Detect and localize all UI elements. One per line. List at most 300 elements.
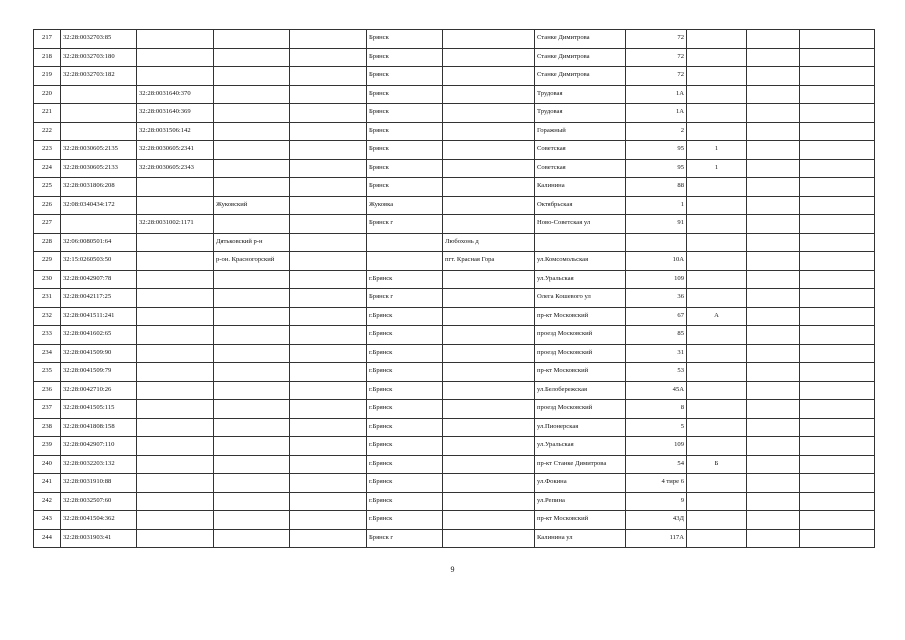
row-number-cell: 219 [34, 67, 61, 86]
city-cell: Брянск [367, 159, 443, 178]
locality-cell [443, 178, 535, 197]
empty-cell [290, 307, 367, 326]
locality-cell [443, 418, 535, 437]
city-cell: г.Брянск [367, 511, 443, 530]
city-cell: г.Брянск [367, 437, 443, 456]
cadastral-number-cell: 32:08:0340434:172 [61, 196, 137, 215]
house-number-cell: 95 [626, 159, 687, 178]
empty-cell [800, 529, 875, 548]
empty-cell [290, 326, 367, 345]
empty-cell [800, 344, 875, 363]
empty-cell [747, 363, 800, 382]
empty-cell [290, 141, 367, 160]
street-cell: Олега Кошевого ул [535, 289, 626, 308]
district-cell [214, 363, 290, 382]
row-number-cell: 243 [34, 511, 61, 530]
related-cadastral-number-cell [137, 67, 214, 86]
cadastral-number-cell [61, 85, 137, 104]
locality-cell [443, 141, 535, 160]
row-number-cell: 230 [34, 270, 61, 289]
locality-cell: пгт. Красная Гора [443, 252, 535, 271]
street-cell: Ново-Советская ул [535, 215, 626, 234]
city-cell: г.Брянск [367, 400, 443, 419]
empty-cell [290, 455, 367, 474]
locality-cell [443, 104, 535, 123]
empty-cell [290, 270, 367, 289]
street-cell: Станке Димитрова [535, 67, 626, 86]
district-cell [214, 307, 290, 326]
building-cell [687, 48, 747, 67]
district-cell [214, 529, 290, 548]
empty-cell [290, 289, 367, 308]
empty-cell [800, 492, 875, 511]
district-cell [214, 437, 290, 456]
district-cell [214, 67, 290, 86]
locality-cell [443, 437, 535, 456]
table-row [34, 85, 875, 104]
table-row [34, 215, 875, 234]
related-cadastral-number-cell [137, 48, 214, 67]
district-cell [214, 326, 290, 345]
empty-cell [800, 326, 875, 345]
related-cadastral-number-cell: 32:28:0030605:2341 [137, 141, 214, 160]
empty-cell [747, 104, 800, 123]
row-number-cell: 232 [34, 307, 61, 326]
locality-cell [443, 307, 535, 326]
row-number-cell: 237 [34, 400, 61, 419]
building-cell [687, 474, 747, 493]
house-number-cell: 45А [626, 381, 687, 400]
locality-cell [443, 85, 535, 104]
district-cell [214, 381, 290, 400]
empty-cell [290, 30, 367, 49]
building-cell: 1 [687, 141, 747, 160]
empty-cell [800, 215, 875, 234]
locality-cell [443, 159, 535, 178]
city-cell: Брянск [367, 122, 443, 141]
empty-cell [800, 104, 875, 123]
table-row [34, 437, 875, 456]
house-number-cell: 31 [626, 344, 687, 363]
cadastral-number-cell: 32:28:0041504:362 [61, 511, 137, 530]
city-cell: г.Брянск [367, 455, 443, 474]
table-row [34, 492, 875, 511]
table-row [34, 67, 875, 86]
empty-cell [800, 196, 875, 215]
related-cadastral-number-cell [137, 270, 214, 289]
street-cell: Советская [535, 159, 626, 178]
empty-cell [800, 270, 875, 289]
empty-cell [747, 529, 800, 548]
empty-cell [747, 270, 800, 289]
empty-cell [800, 67, 875, 86]
row-number-cell: 235 [34, 363, 61, 382]
house-number-cell: 85 [626, 326, 687, 345]
house-number-cell: 2 [626, 122, 687, 141]
table-row [34, 529, 875, 548]
empty-cell [800, 252, 875, 271]
street-cell: ул.Фокина [535, 474, 626, 493]
cadastral-number-cell: 32:28:0032507:60 [61, 492, 137, 511]
empty-cell [290, 67, 367, 86]
empty-cell [747, 289, 800, 308]
related-cadastral-number-cell [137, 400, 214, 419]
empty-cell [290, 418, 367, 437]
cadastral-number-cell: 32:28:0041505:115 [61, 400, 137, 419]
empty-cell [290, 363, 367, 382]
street-cell: пр-кт Станке Димитрова [535, 455, 626, 474]
table-row [34, 159, 875, 178]
locality-cell [443, 67, 535, 86]
empty-cell [290, 492, 367, 511]
empty-cell [747, 400, 800, 419]
row-number-cell: 234 [34, 344, 61, 363]
empty-cell [747, 233, 800, 252]
empty-cell [800, 289, 875, 308]
empty-cell [800, 307, 875, 326]
row-number-cell: 227 [34, 215, 61, 234]
house-number-cell: 1А [626, 104, 687, 123]
building-cell [687, 178, 747, 197]
city-cell: Брянск [367, 85, 443, 104]
locality-cell [443, 122, 535, 141]
row-number-cell: 220 [34, 85, 61, 104]
building-cell [687, 85, 747, 104]
city-cell: Брянск г [367, 289, 443, 308]
house-number-cell: 10А [626, 252, 687, 271]
cadastral-number-cell: 32:28:0032703:85 [61, 30, 137, 49]
building-cell: Б [687, 455, 747, 474]
cadastral-number-cell: 32:28:0032703:180 [61, 48, 137, 67]
district-cell [214, 400, 290, 419]
empty-cell [747, 30, 800, 49]
house-number-cell: 8 [626, 400, 687, 419]
related-cadastral-number-cell [137, 418, 214, 437]
empty-cell [747, 437, 800, 456]
house-number-cell: 1 [626, 196, 687, 215]
empty-cell [290, 437, 367, 456]
district-cell: Дятьковский р-н [214, 233, 290, 252]
street-cell: Станке Димитрова [535, 30, 626, 49]
property-registry-table [33, 29, 875, 548]
building-cell [687, 104, 747, 123]
empty-cell [747, 381, 800, 400]
building-cell [687, 196, 747, 215]
empty-cell [290, 381, 367, 400]
empty-cell [290, 400, 367, 419]
cadastral-number-cell: 32:28:0032203:132 [61, 455, 137, 474]
empty-cell [747, 48, 800, 67]
district-cell [214, 215, 290, 234]
district-cell [214, 48, 290, 67]
empty-cell [800, 233, 875, 252]
street-cell: пр-кт Московский [535, 363, 626, 382]
building-cell [687, 270, 747, 289]
cadastral-number-cell: 32:28:0042117:25 [61, 289, 137, 308]
empty-cell [747, 252, 800, 271]
building-cell: 1 [687, 159, 747, 178]
row-number-cell: 229 [34, 252, 61, 271]
related-cadastral-number-cell [137, 196, 214, 215]
district-cell [214, 159, 290, 178]
district-cell: Жуковский [214, 196, 290, 215]
house-number-cell: 95 [626, 141, 687, 160]
table-row [34, 381, 875, 400]
house-number-cell: 91 [626, 215, 687, 234]
house-number-cell: 5 [626, 418, 687, 437]
row-number-cell: 241 [34, 474, 61, 493]
cadastral-number-cell: 32:28:0041808:158 [61, 418, 137, 437]
locality-cell: Любохонь д [443, 233, 535, 252]
related-cadastral-number-cell: 32:28:0031640:370 [137, 85, 214, 104]
house-number-cell: 117А [626, 529, 687, 548]
empty-cell [290, 159, 367, 178]
empty-cell [747, 455, 800, 474]
cadastral-number-cell: 32:28:0031910:88 [61, 474, 137, 493]
building-cell [687, 437, 747, 456]
empty-cell [800, 141, 875, 160]
building-cell [687, 492, 747, 511]
district-cell [214, 85, 290, 104]
city-cell: Брянск [367, 104, 443, 123]
street-cell: ул.Уральская [535, 270, 626, 289]
house-number-cell: 43Д [626, 511, 687, 530]
city-cell: Брянск [367, 178, 443, 197]
locality-cell [443, 270, 535, 289]
locality-cell [443, 529, 535, 548]
empty-cell [800, 418, 875, 437]
street-cell: ул.Белобережская [535, 381, 626, 400]
table-row [34, 233, 875, 252]
street-cell [535, 233, 626, 252]
empty-cell [290, 511, 367, 530]
table-row [34, 196, 875, 215]
table-row [34, 122, 875, 141]
building-cell [687, 122, 747, 141]
street-cell: проезд Московский [535, 344, 626, 363]
city-cell: Жуковка [367, 196, 443, 215]
empty-cell [290, 178, 367, 197]
empty-cell [747, 307, 800, 326]
row-number-cell: 239 [34, 437, 61, 456]
street-cell: Трудовая [535, 85, 626, 104]
building-cell [687, 344, 747, 363]
empty-cell [800, 400, 875, 419]
empty-cell [747, 474, 800, 493]
empty-cell [747, 492, 800, 511]
empty-cell [290, 215, 367, 234]
related-cadastral-number-cell [137, 289, 214, 308]
empty-cell [800, 474, 875, 493]
row-number-cell: 222 [34, 122, 61, 141]
empty-cell [800, 122, 875, 141]
cadastral-number-cell: 32:28:0041509:90 [61, 344, 137, 363]
house-number-cell: 109 [626, 270, 687, 289]
locality-cell [443, 381, 535, 400]
related-cadastral-number-cell [137, 252, 214, 271]
city-cell [367, 252, 443, 271]
related-cadastral-number-cell [137, 529, 214, 548]
cadastral-number-cell: 32:28:0032703:182 [61, 67, 137, 86]
district-cell [214, 178, 290, 197]
street-cell: Калинина [535, 178, 626, 197]
city-cell: Брянск [367, 48, 443, 67]
locality-cell [443, 30, 535, 49]
city-cell: г.Брянск [367, 307, 443, 326]
empty-cell [747, 122, 800, 141]
related-cadastral-number-cell [137, 178, 214, 197]
city-cell: Брянск г [367, 215, 443, 234]
street-cell: Станке Димитрова [535, 48, 626, 67]
city-cell: г.Брянск [367, 418, 443, 437]
house-number-cell: 9 [626, 492, 687, 511]
empty-cell [800, 437, 875, 456]
district-cell [214, 30, 290, 49]
empty-cell [800, 511, 875, 530]
house-number-cell: 53 [626, 363, 687, 382]
district-cell: р-он. Красногорский [214, 252, 290, 271]
empty-cell [800, 381, 875, 400]
street-cell: ул.Пионерская [535, 418, 626, 437]
row-number-cell: 231 [34, 289, 61, 308]
district-cell [214, 289, 290, 308]
street-cell: Октябрьская [535, 196, 626, 215]
locality-cell [443, 289, 535, 308]
row-number-cell: 226 [34, 196, 61, 215]
cadastral-number-cell: 32:28:0031806:208 [61, 178, 137, 197]
building-cell: А [687, 307, 747, 326]
row-number-cell: 236 [34, 381, 61, 400]
empty-cell [290, 104, 367, 123]
district-cell [214, 492, 290, 511]
row-number-cell: 238 [34, 418, 61, 437]
cadastral-number-cell: 32:28:0041509:79 [61, 363, 137, 382]
city-cell: Брянск [367, 141, 443, 160]
table-row [34, 141, 875, 160]
cadastral-number-cell: 32:15:0260503:50 [61, 252, 137, 271]
street-cell: Калинина ул [535, 529, 626, 548]
cadastral-number-cell: 32:28:0042710:26 [61, 381, 137, 400]
table-row [34, 48, 875, 67]
table-row [34, 307, 875, 326]
related-cadastral-number-cell: 32:28:0031640:369 [137, 104, 214, 123]
empty-cell [800, 30, 875, 49]
city-cell: г.Брянск [367, 381, 443, 400]
building-cell [687, 326, 747, 345]
street-cell: пр-кт Московский [535, 511, 626, 530]
registry-table-body [34, 30, 875, 548]
locality-cell [443, 215, 535, 234]
row-number-cell: 242 [34, 492, 61, 511]
row-number-cell: 224 [34, 159, 61, 178]
city-cell: г.Брянск [367, 474, 443, 493]
street-cell: Советская [535, 141, 626, 160]
table-row [34, 511, 875, 530]
related-cadastral-number-cell [137, 344, 214, 363]
empty-cell [800, 159, 875, 178]
street-cell: ул.Репина [535, 492, 626, 511]
locality-cell [443, 48, 535, 67]
cadastral-number-cell [61, 104, 137, 123]
district-cell [214, 418, 290, 437]
table-row [34, 252, 875, 271]
row-number-cell: 233 [34, 326, 61, 345]
city-cell: г.Брянск [367, 270, 443, 289]
empty-cell [290, 474, 367, 493]
locality-cell [443, 511, 535, 530]
street-cell: ул.Уральская [535, 437, 626, 456]
house-number-cell: 36 [626, 289, 687, 308]
empty-cell [290, 122, 367, 141]
empty-cell [290, 196, 367, 215]
table-row [34, 104, 875, 123]
row-number-cell: 244 [34, 529, 61, 548]
city-cell [367, 233, 443, 252]
empty-cell [747, 326, 800, 345]
street-cell: пр-кт Московский [535, 307, 626, 326]
district-cell [214, 344, 290, 363]
house-number-cell: 4 тире 6 [626, 474, 687, 493]
empty-cell [290, 233, 367, 252]
related-cadastral-number-cell [137, 363, 214, 382]
house-number-cell: 109 [626, 437, 687, 456]
empty-cell [747, 344, 800, 363]
district-cell [214, 104, 290, 123]
empty-cell [747, 178, 800, 197]
building-cell [687, 289, 747, 308]
locality-cell [443, 474, 535, 493]
cadastral-number-cell: 32:28:0030605:2135 [61, 141, 137, 160]
locality-cell [443, 344, 535, 363]
related-cadastral-number-cell [137, 381, 214, 400]
district-cell [214, 122, 290, 141]
empty-cell [747, 418, 800, 437]
city-cell: Брянск [367, 30, 443, 49]
row-number-cell: 217 [34, 30, 61, 49]
row-number-cell: 218 [34, 48, 61, 67]
table-row [34, 344, 875, 363]
cadastral-number-cell [61, 215, 137, 234]
house-number-cell: 67 [626, 307, 687, 326]
related-cadastral-number-cell: 32:28:0031506:142 [137, 122, 214, 141]
district-cell [214, 455, 290, 474]
table-row [34, 474, 875, 493]
related-cadastral-number-cell: 32:28:0031002:1171 [137, 215, 214, 234]
cadastral-number-cell: 32:06:0080501:64 [61, 233, 137, 252]
city-cell: г.Брянск [367, 363, 443, 382]
cadastral-number-cell: 32:28:0041602:65 [61, 326, 137, 345]
table-row [34, 455, 875, 474]
empty-cell [290, 252, 367, 271]
cadastral-number-cell: 32:28:0042907:78 [61, 270, 137, 289]
locality-cell [443, 196, 535, 215]
table-row [34, 418, 875, 437]
empty-cell [290, 529, 367, 548]
city-cell: Брянск [367, 67, 443, 86]
table-row [34, 270, 875, 289]
house-number-cell: 72 [626, 67, 687, 86]
locality-cell [443, 492, 535, 511]
street-cell: проезд Московский [535, 400, 626, 419]
cadastral-number-cell [61, 122, 137, 141]
row-number-cell: 225 [34, 178, 61, 197]
empty-cell [747, 85, 800, 104]
street-cell: Трудовая [535, 104, 626, 123]
district-cell [214, 270, 290, 289]
related-cadastral-number-cell [137, 511, 214, 530]
related-cadastral-number-cell [137, 437, 214, 456]
empty-cell [800, 48, 875, 67]
